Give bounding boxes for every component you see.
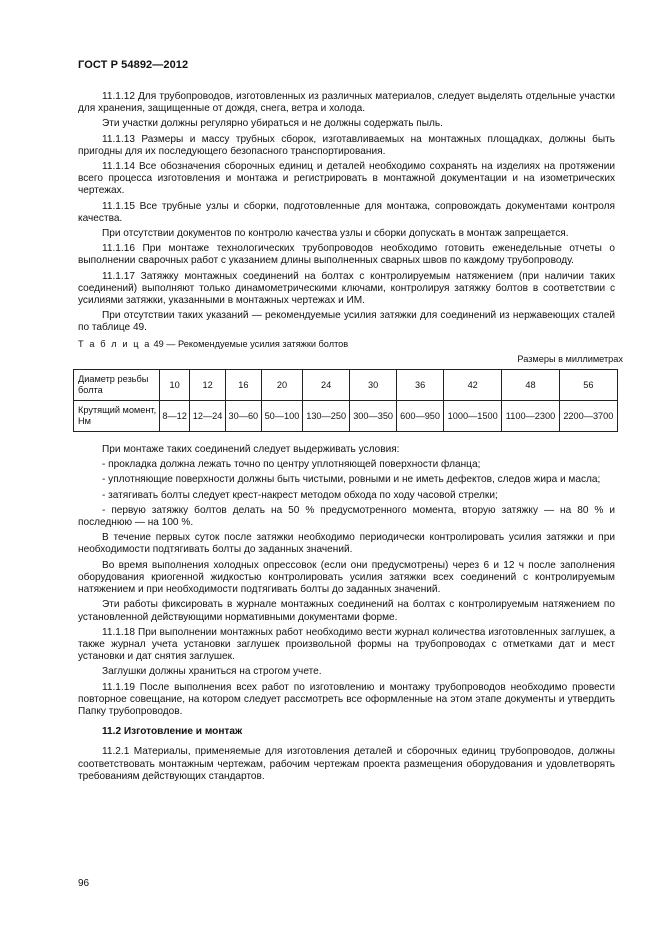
paragraph: При монтаже таких соединений следует выдерживать условия: bbox=[102, 444, 400, 456]
table-title-prefix: Т а б л и ц а bbox=[78, 338, 151, 349]
table-row bbox=[74, 370, 618, 401]
list-item: - первую затяжку болтов делать на 50 % предусмотренного момента, вторую затяжку — на 80 % и последнюю — на 100 %. bbox=[78, 504, 615, 529]
page-number: 96 bbox=[78, 878, 90, 889]
paragraph: 11.1.18 При выполнении монтажных работ необходимо вести журнал количества изготовленных заглушек, а также журнал учета установки заглушек произвольной формы на трубопроводах с отметками дат и мест установки и дат снятия заглушек. bbox=[78, 626, 615, 663]
paragraph: 11.1.19 После выполнения всех работ по изготовлению и монтажу трубопроводов необходимо провести повторное совещание, на котором следует рассмотреть все оформленные на этом этапе документы и утвердить Папку трубопроводов. bbox=[78, 681, 615, 717]
list-item: - уплотняющие поверхности должны быть чистыми, ровными и не иметь дефектов, следов жира и масла; bbox=[102, 474, 601, 486]
paragraph: Эти работы фиксировать в журнале монтажных соединений на болтах с контролируемым натяжением по установленной действующими нормативными документами форме. bbox=[78, 599, 615, 623]
paragraph: В течение первых суток после затяжки необходимо периодически контролировать усилия затяжки и при необходимости подтягивать болты до заданных значений. bbox=[78, 532, 615, 556]
table-cell: 36 bbox=[397, 370, 444, 401]
table-cell: 10 bbox=[160, 370, 190, 401]
table-cell: 300—350 bbox=[350, 401, 397, 432]
paragraph: 11.1.15 Все трубные узлы и сборки, подготовленные для монтажа, сопровождать документами контроля качества. bbox=[78, 200, 615, 224]
table-cell: 1000—1500 bbox=[444, 401, 502, 432]
table-cell: 56 bbox=[559, 370, 617, 401]
section-title: 11.2 Изготовление и монтаж bbox=[102, 726, 243, 738]
paragraph: 11.1.13 Размеры и массу трубных сборок, изготавливаемых на монтажных площадках, должны быть пригодны для их последующего безопасного транспортирования. bbox=[78, 133, 615, 157]
paragraph: 11.2.1 Материалы, применяемые для изготовления деталей и сборочных единиц трубопроводов, должны соответствовать монтажным чертежам, рабочим чертежам проекта размещения оборудования и удовлетворять требованиям действующих стандартов. bbox=[78, 746, 615, 782]
table-cell: 42 bbox=[444, 370, 502, 401]
table-cell: 600—950 bbox=[397, 401, 444, 432]
list-item: - затягивать болты следует крест-накрест методом обхода по ходу часовой стрелки; bbox=[102, 489, 498, 501]
paragraph: Во время выполнения холодных опрессовок (если они предусмотрены) через 6 и 12 ч после заполнения оборудования криогенной жидкостью контролировать усилия затяжки всех соединений с контролируемым натяжением и при необходимости подтягивать болты до заданных значений. bbox=[78, 559, 615, 596]
paragraph: 11.1.16 При монтаже технологических трубопроводов необходимо готовить еженедельные отчеты о выполнении сварочных работ с указанием длины выполненных сварных швов по каждому трубопроводу. bbox=[78, 243, 615, 267]
table-cell: 50—100 bbox=[261, 401, 302, 432]
table-cell: 48 bbox=[502, 370, 559, 401]
table-units: Размеры в миллиметрах bbox=[517, 353, 623, 364]
table-title bbox=[78, 338, 615, 350]
paragraph: Эти участки должны регулярно убираться и не должны содержать пыль. bbox=[102, 118, 443, 130]
table-cell: 20 bbox=[261, 370, 302, 401]
document-header: ГОСТ Р 54892—2012 bbox=[78, 59, 189, 71]
paragraph: При отсутствии документов по контролю качества узлы и сборки допускать в монтаж запрещается. bbox=[102, 228, 569, 240]
table-cell: 16 bbox=[225, 370, 261, 401]
paragraph: При отсутствии таких указаний — рекомендуемые усилия затяжки для соединений из нержавеющих сталей по таблице 49. bbox=[78, 310, 615, 334]
table-cell: 30—60 bbox=[225, 401, 261, 432]
row-header-torque: Крутящий момент, Нм bbox=[74, 401, 160, 432]
document-body bbox=[78, 91, 623, 786]
table-cell: 12 bbox=[190, 370, 226, 401]
table-cell: 8—12 bbox=[160, 401, 190, 432]
table-cell: 1100—2300 bbox=[502, 401, 559, 432]
paragraph: Заглушки должны храниться на строгом учете. bbox=[102, 666, 322, 678]
paragraph: 11.1.12 Для трубопроводов, изготовленных из различных материалов, следует выделять отдельные участки для хранения, защищенные от дождя, снега, ветра и холода. bbox=[78, 91, 615, 115]
table-row bbox=[74, 401, 618, 432]
row-header-diameter: Диаметр резьбы болта bbox=[74, 370, 160, 401]
table-cell: 30 bbox=[350, 370, 397, 401]
table-title-text: 49 — Рекомендуемые усилия затяжки болтов bbox=[150, 338, 349, 349]
table-cell: 12—24 bbox=[190, 401, 226, 432]
table-cell: 24 bbox=[303, 370, 350, 401]
bolt-torque-table bbox=[73, 369, 618, 432]
paragraph: 11.1.14 Все обозначения сборочных единиц и деталей необходимо сохранять на изделиях на протяжении всего процесса изготовления и монтажа и регистрировать в монтажной документации и на изометрических чертежах. bbox=[78, 161, 615, 197]
paragraph: 11.1.17 Затяжку монтажных соединений на болтах с контролируемым натяжением (при наличии таких соединений) выполняют только динамометрическими ключами, контролируя затяжку болтов в соответствии с усилиями затяжки, указанными в монтажных чертежах и ИМ. bbox=[78, 270, 615, 307]
list-item: - прокладка должна лежать точно по центру уплотняющей поверхности фланца; bbox=[102, 459, 481, 471]
table-cell: 130—250 bbox=[303, 401, 350, 432]
table-cell: 2200—3700 bbox=[559, 401, 617, 432]
